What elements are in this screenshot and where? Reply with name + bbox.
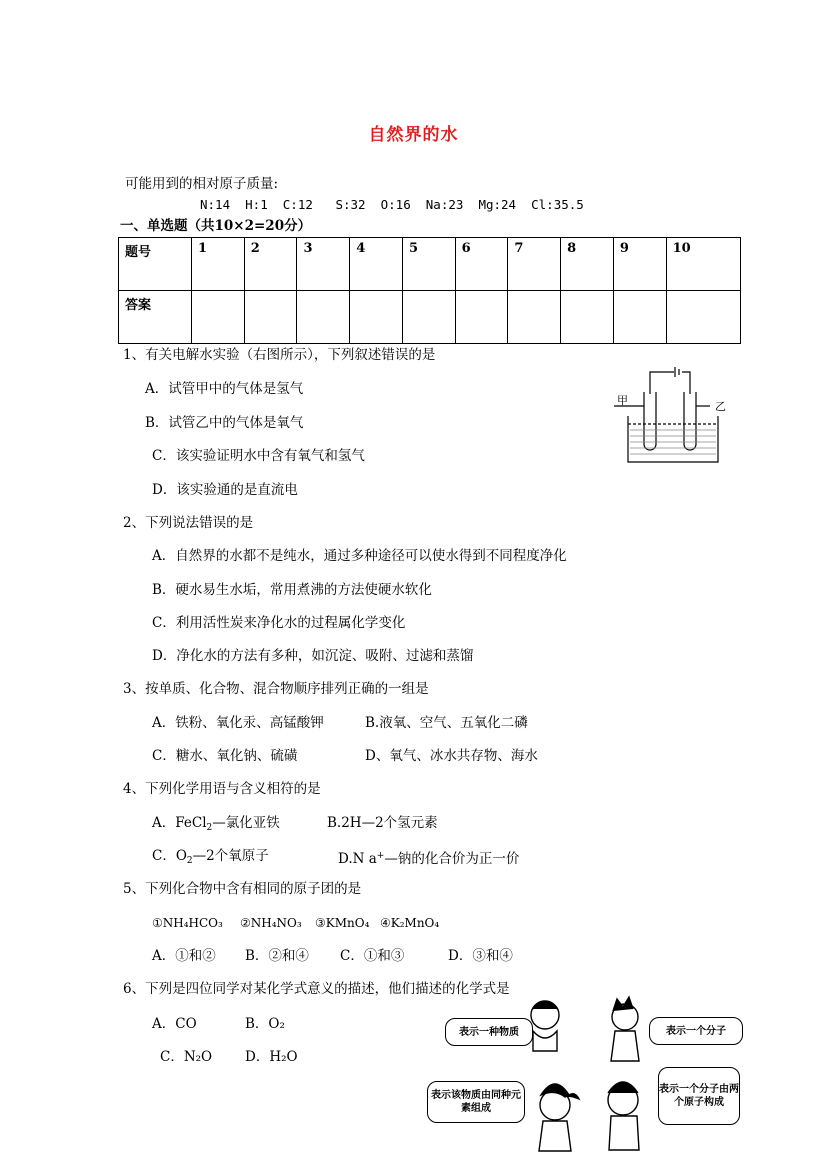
q1-stem: 1、有关电解水实验（右图所示），下列叙述错误的是 — [123, 347, 436, 363]
table-row — [119, 238, 741, 291]
q6-option-c: C．N₂O — [160, 1049, 213, 1065]
q2-option-c: C．利用活性炭来净化水的过程属化学变化 — [152, 615, 406, 631]
electrolysis-figure — [614, 364, 732, 472]
q4-option-a: A．FeCl$_2$—氯化亚铁 — [152, 815, 280, 833]
answer-cell[interactable] — [613, 291, 666, 344]
q2-option-b: B．硬水易生水垢，常用煮沸的方法使硬水软化 — [152, 582, 432, 598]
question-number: 8 — [561, 238, 614, 291]
q5-option-a: A．①和② — [152, 948, 216, 964]
answer-cell[interactable] — [508, 291, 561, 344]
question-number: 9 — [613, 238, 666, 291]
students-illustration — [425, 995, 755, 1155]
q5-item: ③KMnO₄ — [315, 916, 370, 930]
tube-label-right: 乙 — [715, 400, 726, 413]
q5-item: ④K₂MnO₄ — [380, 916, 440, 930]
q5-item: ②NH₄NO₃ — [240, 916, 302, 930]
question-number: 4 — [350, 238, 403, 291]
q2-stem: 2、下列说法错误的是 — [123, 515, 254, 531]
q5-option-c: C．①和③ — [340, 948, 405, 964]
q3-option-b: B.液氧、空气、五氧化二磷 — [365, 715, 528, 731]
speech-bubble: 表示一个分子由两个原子构成 — [658, 1067, 740, 1125]
question-number: 7 — [508, 238, 561, 291]
q6-option-d: D．H₂O — [245, 1049, 298, 1065]
q6-stem: 6、下列是四位同学对某化学式意义的描述，他们描述的化学式是 — [123, 981, 510, 997]
answer-cell[interactable] — [402, 291, 455, 344]
speech-bubble: 表示一种物质 — [445, 1018, 533, 1046]
page-title: 自然界的水 — [368, 125, 459, 145]
q3-stem: 3、按单质、化合物、混合物顺序排列正确的一组是 — [123, 681, 429, 697]
answer-table — [118, 237, 741, 344]
table-header-label: 题号 — [119, 238, 192, 291]
question-number: 10 — [666, 238, 740, 291]
q4-option-d: D.N a+—钠的化合价为正一价 — [338, 851, 520, 867]
q5-item: ①NH₄HCO₃ — [152, 916, 223, 930]
answer-cell[interactable] — [455, 291, 508, 344]
answer-cell[interactable] — [666, 291, 740, 344]
answer-cell[interactable] — [561, 291, 614, 344]
q6-option-b: B．O₂ — [245, 1016, 285, 1032]
speech-bubble: 表示一个分子 — [649, 1017, 743, 1045]
q4-option-c: C．$O_2—2$个氧原子 — [152, 848, 269, 866]
question-number: 6 — [455, 238, 508, 291]
q1-option-b: B．试管乙中的气体是氧气 — [145, 415, 304, 431]
speech-bubble: 表示该物质由同种元素组成 — [427, 1081, 525, 1123]
atomic-mass-label: 可能用到的相对原子质量: — [125, 176, 279, 192]
q5-stem: 5、下列化合物中含有相同的原子团的是 — [123, 881, 362, 897]
q5-option-d: D．③和④ — [448, 948, 513, 964]
question-number: 1 — [192, 238, 245, 291]
q1-option-a: A．试管甲中的气体是氢气 — [145, 381, 304, 397]
answer-cell[interactable] — [350, 291, 403, 344]
tube-label-left: 甲 — [617, 394, 628, 407]
question-number: 2 — [244, 238, 297, 291]
q3-option-d: D、氧气、冰水共存物、海水 — [365, 748, 538, 764]
q6-option-a: A．CO — [152, 1016, 197, 1032]
q1-option-d: D．该实验通的是直流电 — [152, 482, 298, 498]
answer-cell[interactable] — [192, 291, 245, 344]
question-number: 3 — [297, 238, 350, 291]
q3-option-a: A．铁粉、氧化汞、高锰酸钾 — [152, 715, 324, 731]
table-row — [119, 291, 741, 344]
q2-option-d: D．净化水的方法有多种，如沉淀、吸附、过滤和蒸馏 — [152, 648, 474, 664]
question-number: 5 — [402, 238, 455, 291]
q4-stem: 4、下列化学用语与含义相符的是 — [123, 781, 321, 797]
q2-option-a: A．自然界的水都不是纯水，通过多种途径可以使水得到不同程度净化 — [152, 548, 567, 564]
q1-option-c: C．该实验证明水中含有氧气和氢气 — [152, 448, 365, 464]
answer-label: 答案 — [119, 291, 192, 344]
q4-option-b: B.2H—2个氢元素 — [327, 815, 438, 831]
section-heading: 一、单选题（共10×2=20分） — [120, 218, 312, 234]
answer-cell[interactable] — [297, 291, 350, 344]
q5-option-b: B．②和④ — [245, 948, 309, 964]
q3-option-c: C．糖水、氧化钠、硫磺 — [152, 748, 298, 764]
atomic-masses: N:14 H:1 C:12 S:32 O:16 Na:23 Mg:24 Cl:35.5 — [200, 197, 584, 212]
answer-cell[interactable] — [244, 291, 297, 344]
